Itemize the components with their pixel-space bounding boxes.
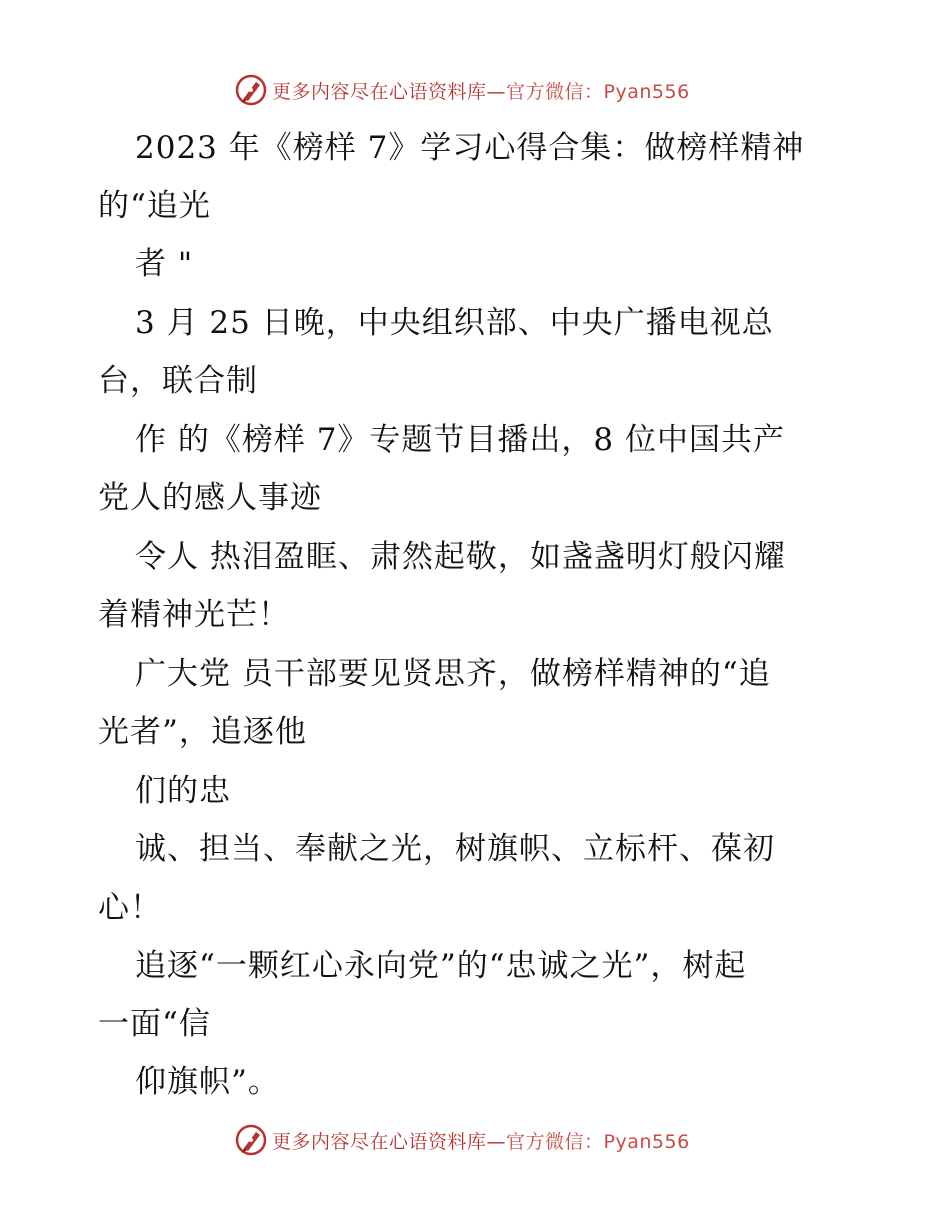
doc-line: 们的忠	[135, 773, 231, 809]
doc-line: 的“追光	[98, 188, 211, 224]
doc-line: 着精神光芒！	[98, 597, 290, 633]
footer-banner	[0, 1120, 950, 1160]
doc-line: 追逐“一颗红心永向党”的“忠诚之光”，树起	[135, 948, 747, 984]
pen-logo-icon	[234, 73, 268, 107]
doc-line: 仰旗帜”。	[135, 1064, 280, 1100]
doc-line: 光者”，追逐他	[98, 714, 307, 750]
pen-logo-icon	[234, 1123, 268, 1157]
doc-line: 作 的《榜样 7》专题节目播出，8 位中国共产	[135, 422, 786, 458]
doc-line: 3 月 25 日晚，中央组织部、中央广播电视总	[135, 305, 774, 341]
doc-line: 令人 热泪盈眶、肃然起敬，如盏盏明灯般闪耀	[135, 539, 786, 575]
footer-banner-text: 更多内容尽在心语资料库—官方微信：Pyan556	[272, 1130, 690, 1153]
doc-line: 者 "	[135, 246, 194, 282]
doc-line: 2023 年《榜样 7》学习心得合集：做榜样精神	[135, 130, 805, 166]
header-banner	[0, 70, 950, 110]
doc-line: 党人的感人事迹	[98, 480, 322, 516]
header-banner-text: 更多内容尽在心语资料库—官方微信：Pyan556	[272, 80, 690, 103]
doc-line: 台，联合制	[98, 363, 258, 399]
doc-line: 心！	[98, 890, 162, 926]
doc-line: 诚、担当、奉献之光，树旗帜、立标杆、葆初	[135, 831, 775, 867]
doc-line: 广大党 员干部要见贤思齐，做榜样精神的“追	[135, 656, 771, 692]
doc-line: 一面“信	[98, 1006, 211, 1042]
